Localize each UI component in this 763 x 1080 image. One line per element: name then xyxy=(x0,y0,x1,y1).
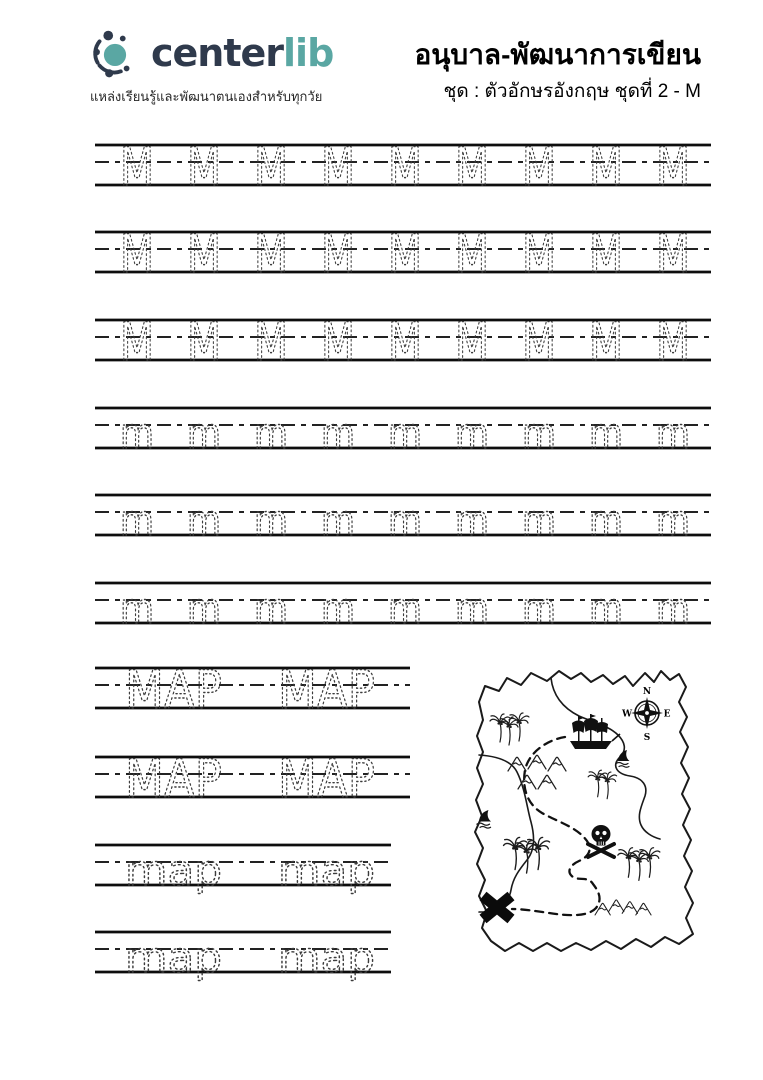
trace-letter: m xyxy=(254,496,288,545)
practice-row-7 xyxy=(95,660,410,721)
trace-letter: M xyxy=(656,137,690,198)
trace-letter: M xyxy=(187,312,221,373)
trace-letter: m xyxy=(388,584,422,633)
palm-trees-left xyxy=(504,837,550,873)
trace-letter: m xyxy=(388,409,422,458)
trace-letter: m xyxy=(388,496,422,545)
mountains-bottom xyxy=(595,900,651,915)
compass-south-label: S xyxy=(643,733,651,743)
practice-row-10 xyxy=(95,929,391,991)
trace-letter: m xyxy=(455,496,489,545)
shark-fin-left-icon xyxy=(477,810,491,828)
logo-text-lib: lib xyxy=(283,31,334,75)
trace-letter: m xyxy=(589,409,623,458)
trace-letter: m xyxy=(187,584,221,633)
treasure-map-illustration xyxy=(455,660,705,990)
trace-letter: M xyxy=(254,137,288,198)
trace-letter: M xyxy=(522,137,556,198)
logo-text-center: center xyxy=(151,31,284,75)
trace-letter: M xyxy=(455,137,489,198)
trace-word: MAP xyxy=(125,749,222,810)
trace-letter: m xyxy=(120,584,154,633)
skull-crossbones-icon xyxy=(588,825,614,857)
trace-word: MAP xyxy=(125,660,222,721)
trace-word: map xyxy=(278,846,375,895)
trace-letter: M xyxy=(522,224,556,285)
trace-letter: m xyxy=(120,409,154,458)
trace-letter: M xyxy=(589,224,623,285)
practice-row-6 xyxy=(95,580,711,633)
trace-letter: m xyxy=(321,584,355,633)
worksheet-titles xyxy=(414,38,701,106)
trace-word: map xyxy=(278,933,375,982)
trace-letter: m xyxy=(656,584,690,633)
trace-letter: M xyxy=(589,312,623,373)
trace-letter: M xyxy=(522,312,556,373)
trace-letter: m xyxy=(522,409,556,458)
trace-letter: m xyxy=(589,584,623,633)
trace-letter: M xyxy=(120,137,154,198)
practice-row-3 xyxy=(95,312,711,373)
trace-letter: m xyxy=(656,409,690,458)
trace-letter: M xyxy=(187,224,221,285)
practice-row-9 xyxy=(95,842,391,904)
trace-letter: M xyxy=(388,312,422,373)
trace-letter: m xyxy=(120,496,154,545)
practice-row-4 xyxy=(95,405,711,458)
logo-wordmark xyxy=(151,31,334,75)
trace-letter: m xyxy=(589,496,623,545)
logo-tagline: แหล่งเรียนรู้และพัฒนาตนเองสำหรับทุกวัย xyxy=(90,89,323,104)
route-path xyxy=(512,737,600,915)
worksheet-title: อนุบาล-พัฒนาการเขียน xyxy=(414,39,701,70)
trace-letter: M xyxy=(656,312,690,373)
trace-letter: M xyxy=(321,312,355,373)
coastline-left xyxy=(479,755,534,912)
trace-letter: m xyxy=(455,584,489,633)
trace-letter: M xyxy=(321,137,355,198)
logo-dot-bottom xyxy=(105,69,113,77)
logo-dot-top xyxy=(103,31,113,41)
trace-letter: M xyxy=(388,137,422,198)
trace-letter: m xyxy=(656,496,690,545)
trace-word: map xyxy=(125,846,222,895)
compass-rose-icon xyxy=(621,687,671,743)
trace-letter: M xyxy=(187,137,221,198)
trace-letter: M xyxy=(120,312,154,373)
trace-letter: M xyxy=(254,224,288,285)
trace-letter: m xyxy=(522,496,556,545)
trace-letter: M xyxy=(589,137,623,198)
centerlib-logo xyxy=(86,24,333,82)
compass-west-label: W xyxy=(621,709,633,720)
trace-word: MAP xyxy=(278,660,375,721)
logo-dot-left xyxy=(93,49,100,56)
compass-east-label: E xyxy=(663,709,671,720)
trace-letter: m xyxy=(254,584,288,633)
logo-dot-upper-right xyxy=(120,36,126,42)
palm-trees-top xyxy=(490,713,529,745)
practice-row-1 xyxy=(95,137,711,198)
compass-north-label: N xyxy=(642,687,652,697)
trace-letter: m xyxy=(321,409,355,458)
practice-row-2 xyxy=(95,224,711,285)
centerlib-logo-icon xyxy=(86,24,144,82)
worksheet-subtitle: ชุด : ตัวอักษรอังกฤษ ชุดที่ 2 - M xyxy=(443,80,701,102)
trace-letter: M xyxy=(388,224,422,285)
logo-dot-right xyxy=(124,66,130,72)
trace-word: map xyxy=(125,933,222,982)
trace-letter: m xyxy=(455,409,489,458)
trace-letter: M xyxy=(120,224,154,285)
trace-letter: M xyxy=(321,224,355,285)
trace-letter: m xyxy=(522,584,556,633)
practice-row-8 xyxy=(95,749,410,810)
palm-trees-right-mid xyxy=(588,770,617,799)
trace-letter: m xyxy=(321,496,355,545)
palm-trees-right xyxy=(618,848,660,881)
trace-letter: M xyxy=(455,312,489,373)
trace-letter: M xyxy=(656,224,690,285)
trace-letter: m xyxy=(254,409,288,458)
trace-word: MAP xyxy=(278,749,375,810)
x-marks-spot-icon xyxy=(483,896,511,919)
logo-center-dot xyxy=(104,44,126,66)
trace-letter: M xyxy=(455,224,489,285)
trace-letter: M xyxy=(254,312,288,373)
practice-row-5 xyxy=(95,492,711,545)
trace-letter: m xyxy=(187,409,221,458)
trace-letter: m xyxy=(187,496,221,545)
